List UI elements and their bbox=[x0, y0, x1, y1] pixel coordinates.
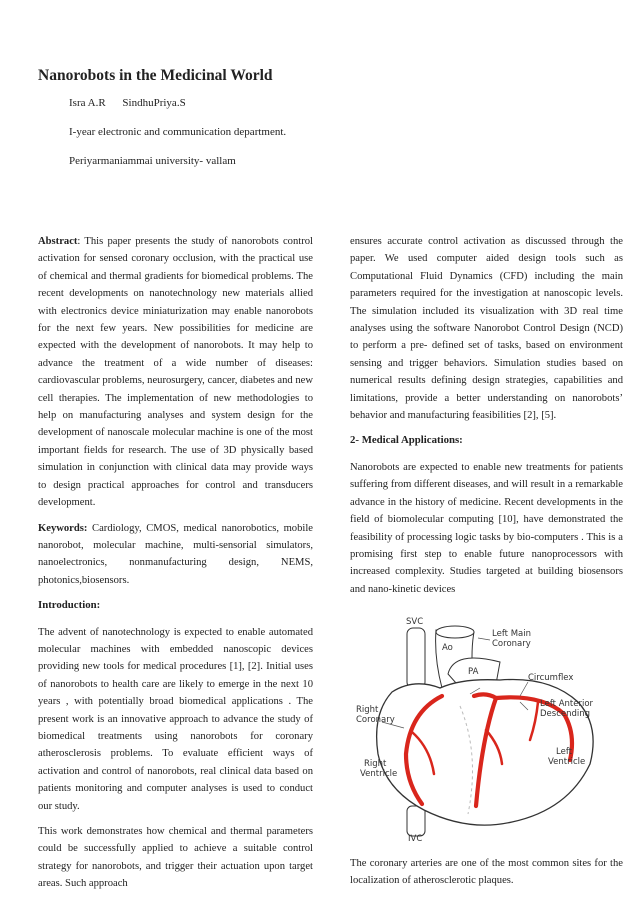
left-ventricle-label-2: Ventricle bbox=[548, 757, 586, 768]
intro-paragraph-2: This work demonstrates how chemical and thermal parameters could be successfully applied to achieve a suitable control strategy for nanorobots, and trigger their actuation upon target areas. Such approach bbox=[38, 826, 313, 890]
ivc-vessel bbox=[407, 806, 425, 836]
intro-paragraph-3: ensures accurate control activation as discussed through the paper. We used computer aided design tools such as Computational Fluid Dynamics (CFD) including the main parameters required for the investigation at nanoscopic levels. The simulation included its visualization with 3D real time analyses using the software Nanorobot Control Design (NCD) to perform a pre- defined set of tasks, based on environment sensing and trigger behaviors. Simulation studies based on numerical results defining design strategies, capabilities and limitations, provide a better understanding on nanorobots’ behavior and manufacturing feasibilities [2], [5]. bbox=[350, 236, 623, 422]
university: Periyarmaniammai university- vallam bbox=[69, 155, 236, 167]
paper-title: Nanorobots in the Medicinal World bbox=[38, 67, 273, 84]
right-coronary-label-2: Coronary bbox=[356, 715, 395, 726]
right-column bbox=[350, 233, 623, 897]
left-main-label-1: Left Main bbox=[492, 629, 531, 640]
department: I-year electronic and communication department. bbox=[69, 126, 287, 138]
keywords bbox=[38, 520, 313, 590]
svc-vessel bbox=[407, 628, 425, 688]
abstract bbox=[38, 233, 313, 512]
left-ventricle-label-1: Left bbox=[556, 747, 572, 758]
right-ventricle-label-1: Right bbox=[364, 759, 387, 770]
ao-label: Ao bbox=[442, 643, 453, 654]
abstract-text: : This paper presents the study of nanorobots control activation for sensed coronary occlusion, with the practical use of chemical and thermal gradients for biomedical problems. The recent developments on nanotechnology new materials allied with electronics device miniaturization may enable nanorobots for the next few years. New possibilities for medicine are expected with the development of nanorobots. It may help to advance the treatment of a wide number of diseases: cardiovascular problems, neurosurgery, cancer, diabetes and new cell therapies. The implementation of new methodologies to help on manufacturing analyses and system design for the development of nanoscale molecular machine is one of the most important fields for research. The use of 3D physically based simulation in conjunction with clinical data may provide ways to design practical approaches for control and transducers development. bbox=[38, 236, 313, 509]
svc-label: SVC bbox=[406, 617, 424, 628]
keywords-label: Keywords: bbox=[38, 522, 88, 534]
ivc-label: IVC bbox=[408, 834, 423, 843]
left-main-label-2: Coronary bbox=[492, 639, 531, 650]
lad-label-1: Left Anterior bbox=[540, 699, 594, 710]
left-column bbox=[38, 233, 313, 901]
right-coronary-label-1: Right bbox=[356, 705, 379, 716]
author-2: SindhuPriya.S bbox=[122, 97, 186, 109]
medical-heading: 2- Medical Applications: bbox=[350, 434, 463, 447]
abstract-label: Abstract bbox=[38, 236, 78, 247]
intro-paragraph-1: The advent of nanotechnology is expected to enable automated molecular machines with embedded nanoscopic devices providing new tools for medical procedures [1], [2]. Initial uses of nanorobots to health care are likely to emerge in the next 10 years , with potentially broad biomedical applications . The present work is an innovative approach to advance the study of biomedical treatments using nanorobots for coronary atherosclerosis problems. To evaluate efficient ways of activation and control of nanorobots, real clinical data based on patients monitoring and computer analyses is used to conduct our study. bbox=[38, 626, 313, 812]
lad-label-2: Descending bbox=[540, 709, 591, 720]
keywords-text: Cardiology, CMOS, medical nanorobotics, mobile nanorobot, molecular machine, multi-sensorial simulators, nanoelectronics, nonmanufacturing design, NEMS, photonics,biosensors. bbox=[38, 522, 313, 586]
medical-paragraph-1: Nanorobots are expected to enable new treatments for patients suffering from different diseases, and will result in a remarkable advance in the history of medicine. Recent developments in the field of biomolecular computing [10], have demonstrated the feasibility of processing logic tasks by bio-computers . This is a promising first step to enable future nanoprocessors with increased complexity. Studies targeted at building biosensors and nano-kinetic devices bbox=[350, 461, 623, 595]
heart-diagram bbox=[350, 614, 623, 842]
aorta-top bbox=[436, 626, 474, 638]
pa-label: PA bbox=[468, 667, 479, 678]
right-ventricle-label-2: Ventricle bbox=[360, 769, 398, 780]
authors bbox=[69, 97, 200, 109]
introduction-heading: Introduction: bbox=[38, 599, 101, 612]
author-1: Isra A.R bbox=[69, 97, 106, 109]
figure-caption: The coronary arteries are one of the most common sites for the localization of atherosclerotic plaques. bbox=[350, 857, 623, 886]
circumflex-label: Circumflex bbox=[528, 673, 574, 684]
